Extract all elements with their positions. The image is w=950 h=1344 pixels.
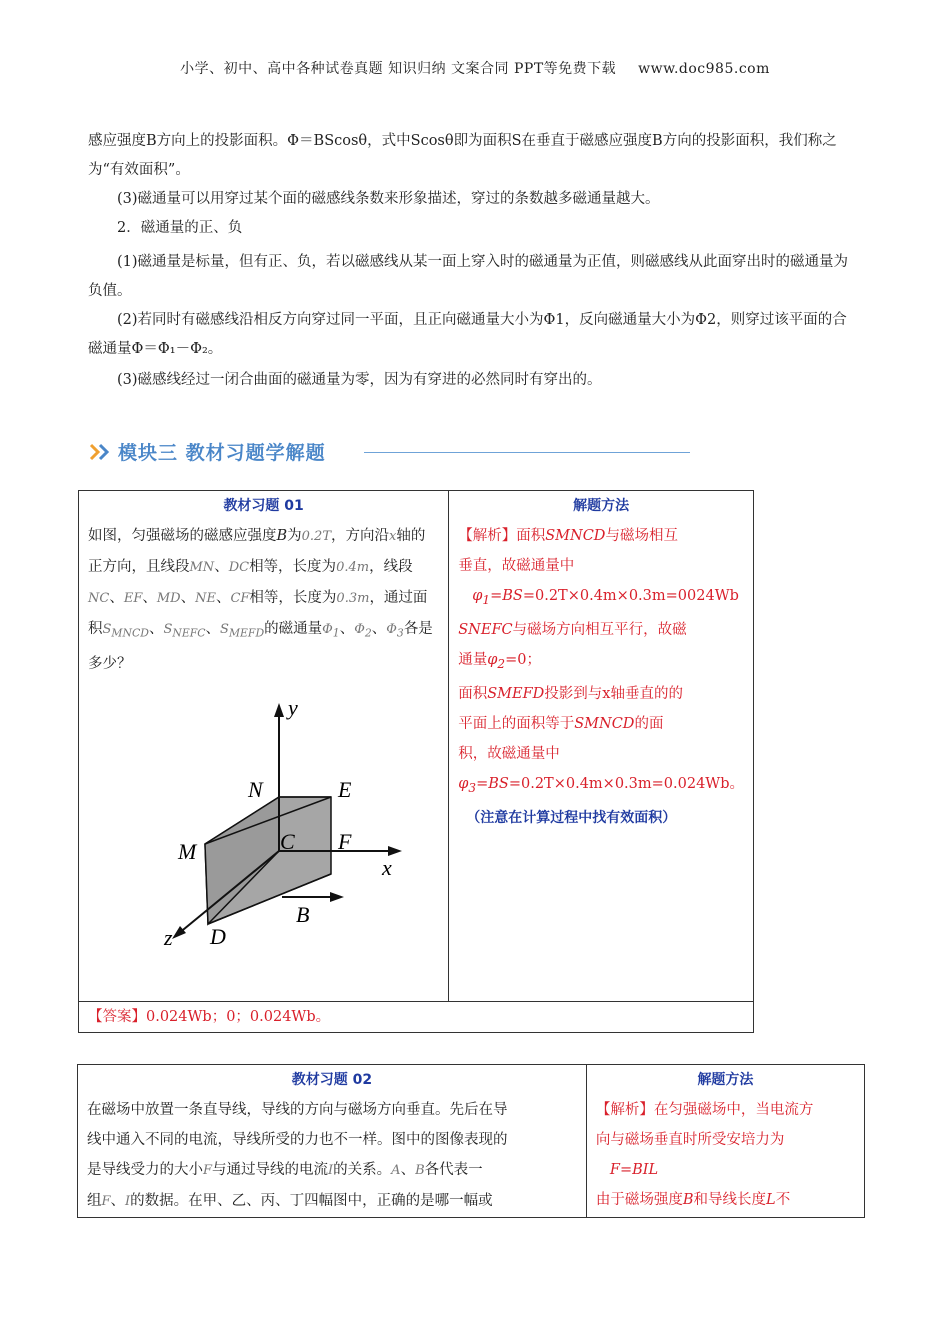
paragraph-sign-1: (1)磁通量是标量，但有正、负，若以磁感线从某一面上穿入时的磁通量为正值，则磁感线从此面穿出时的磁通量为负值。 xyxy=(88,254,849,299)
problem-01-table xyxy=(78,490,754,1033)
double-chevron-icon xyxy=(88,442,114,462)
problem-01-header: 教材习题 01 xyxy=(223,498,304,514)
problem-02-solution: 【解析】在匀强磁场中，当电流方 向与磁场垂直时所受安培力为 F=BIL 由于磁场强度B和导线长度L不 xyxy=(595,1102,814,1208)
module-heading xyxy=(88,436,698,470)
label-c: C xyxy=(280,828,295,854)
label-x: x xyxy=(382,854,392,880)
problem-01-question: 如图，匀强磁场的磁感应强度B为0.2T，方向沿x轴的正方向，且线段MN、DC相等，长度为0.4m，线段NC、EF、MD、NE、CF相等，长度为0.3m，通过面积$S_{MNCD}$、$S_{NEFC}$、$S_{MEFD}$的磁通量$\Phi_1$、$\Phi_2$、$\Phi_3$各是多少？ xyxy=(88,528,433,672)
label-b: B xyxy=(296,901,310,927)
label-y: y xyxy=(288,694,298,720)
paragraph-effective-area: 感应强度B方向上的投影面积。Φ＝BScosθ，式中Scosθ即为面积S在垂直于磁感应强度B方向的投影面积，我们称之为“有效面积”。 xyxy=(88,133,837,178)
paragraph-flux-lines: (3)磁通量可以用穿过某个面的磁感线条数来形象描述，穿过的条数越多磁通量越大。 xyxy=(117,191,660,207)
module-title: 模块三 教材习题学解题 xyxy=(118,442,326,464)
header-text: 小学、初中、高中各种试卷真题 知识归纳 文案合同 PPT等免费下载 xyxy=(180,61,617,77)
module-divider xyxy=(364,452,690,453)
problem-02-header: 教材习题 02 xyxy=(291,1072,373,1088)
problem-02-table xyxy=(77,1064,865,1218)
problem-02-method-header: 解题方法 xyxy=(697,1072,754,1088)
problem-02-question: 在磁场中放置一条直导线，导线的方向与磁场方向垂直。先后在导 线中通入不同的电流，导线所受的力也不一样。图中的图像表现的 是导线受力的大小F与通过导线的电流I的关系。A、B各代表一 组F、I的数据。在甲、乙、丙、丁四幅图中，正确的是哪一幅或 xyxy=(87,1102,508,1209)
label-f: F xyxy=(338,828,352,854)
paragraph-sign-3: (3)磁感线经过一闭合曲面的磁通量为零，因为有穿进的必然同时有穿出的。 xyxy=(117,372,602,388)
problem-01-solution-cell xyxy=(449,491,754,1002)
problem-01-question-cell xyxy=(79,491,449,1002)
page-header xyxy=(0,58,950,78)
problem-01-note: （注意在计算过程中找有效面积） xyxy=(466,809,677,826)
label-n: N xyxy=(248,776,263,802)
label-d: D xyxy=(210,923,226,949)
problem-01-solution: 【解析】面积SMNCD与磁场相互 垂直，故磁通量中 $\varphi_1=BS=0.2T\times 0.4m\times 0.3m=0024Wb$ SNEFC与磁场方向相互平行，故磁 通量$\varphi_2=0$； 面积SMEFD投影到与x轴垂直的的 平面上的面积等于SMNCD的面 积，故磁通量中 $\varphi_3=BS=0.2T\times 0.4m\times 0.3m=0.024Wb$。 xyxy=(458,528,744,795)
label-e: E xyxy=(338,776,352,802)
label-m: M xyxy=(178,838,197,864)
paragraph-sign-2: (2)若同时有磁感线沿相反方向穿过同一平面，且正向磁通量大小为Φ1，反向磁通量大小为Φ2，则穿过该平面的合磁通量Φ＝Φ₁－Φ₂。 xyxy=(88,312,847,357)
problem-01-method-header: 解题方法 xyxy=(573,498,630,514)
magnetic-prism-figure xyxy=(130,689,390,949)
problem-02-solution-cell xyxy=(586,1065,864,1218)
label-z: z xyxy=(164,924,173,950)
paragraph-heading-sign: 2．磁通量的正、负 xyxy=(117,220,243,236)
header-site-link[interactable]: www.doc985.com xyxy=(638,61,770,77)
problem-01-answer: 【答案】0.024Wb；0；0.024Wb。 xyxy=(79,1002,754,1033)
problem-02-question-cell xyxy=(78,1065,587,1218)
